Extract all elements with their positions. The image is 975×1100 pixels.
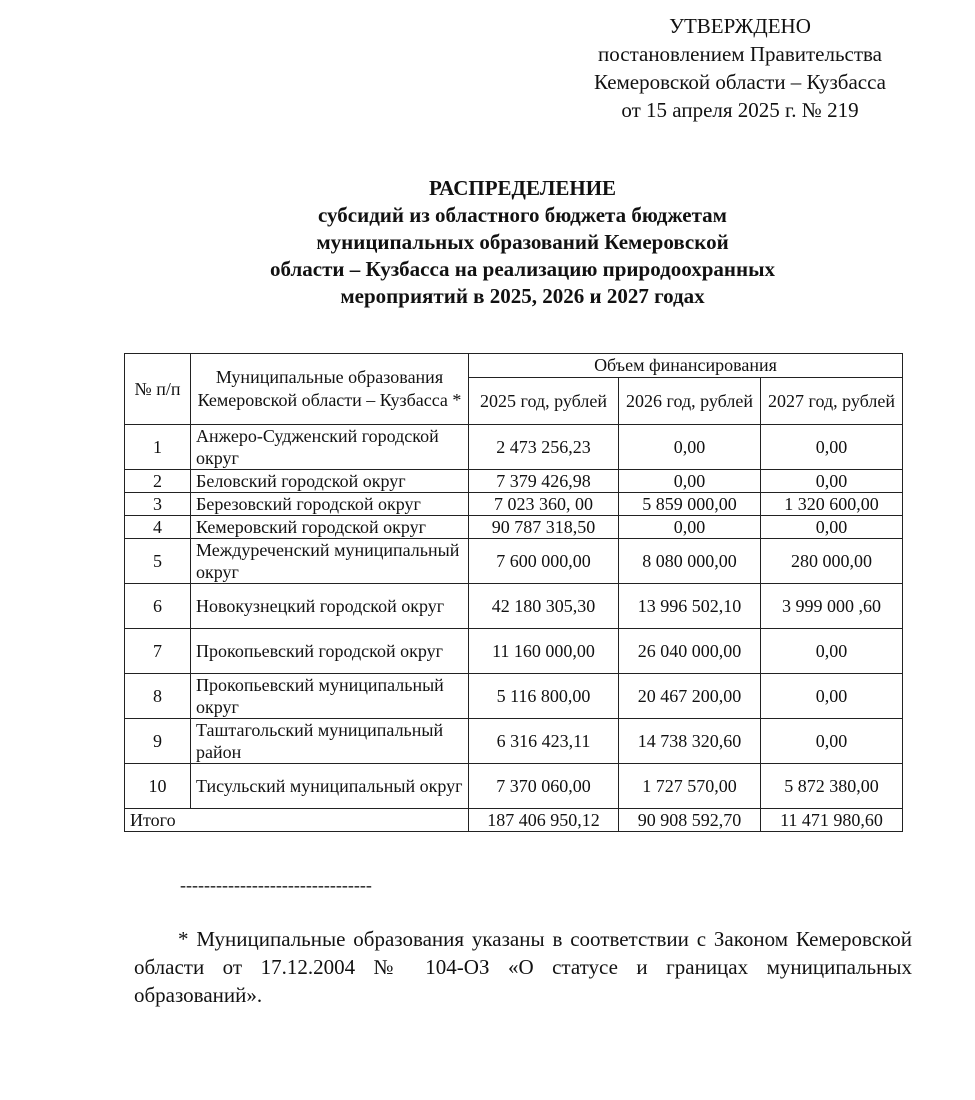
row-2027: 0,00 <box>761 719 903 764</box>
row-2025: 5 116 800,00 <box>469 674 619 719</box>
row-number: 9 <box>125 719 191 764</box>
row-2026: 14 738 320,60 <box>619 719 761 764</box>
row-number: 10 <box>125 764 191 809</box>
table-row <box>125 425 903 470</box>
title-line-2: субсидий из областного бюджета бюджетам <box>318 203 727 227</box>
row-2025: 42 180 305,30 <box>469 584 619 629</box>
header-2027: 2027 год, рублей <box>761 378 903 425</box>
row-2026: 20 467 200,00 <box>619 674 761 719</box>
table-row <box>125 584 903 629</box>
header-municipality: Муниципальные образования Кемеровской области – Кузбасса * <box>191 354 469 425</box>
approval-stamp <box>560 12 920 124</box>
row-municipality: Березовский городской округ <box>191 493 469 516</box>
approval-line-3: Кемеровской области – Кузбасса <box>593 70 887 94</box>
row-2027: 0,00 <box>761 516 903 539</box>
row-2025: 6 316 423,11 <box>469 719 619 764</box>
title-line-5: мероприятий в 2025, 2026 и 2027 годах <box>340 284 705 308</box>
header-2025: 2025 год, рублей <box>469 378 619 425</box>
row-municipality: Новокузнецкий городской округ <box>191 584 469 629</box>
row-2025: 7 379 426,98 <box>469 470 619 493</box>
table-row <box>125 539 903 584</box>
header-funding: Объем финансирования <box>469 354 903 378</box>
title-line-1: РАСПРЕДЕЛЕНИЕ <box>428 176 617 200</box>
row-2027: 0,00 <box>761 674 903 719</box>
total-2027: 11 471 980,60 <box>761 809 903 832</box>
approval-line-2: постановлением Правительства <box>597 42 882 66</box>
title-line-3: муниципальных образований Кемеровской <box>316 230 729 254</box>
row-2025: 90 787 318,50 <box>469 516 619 539</box>
footnote-divider: -------------------------------- <box>180 875 372 895</box>
row-2027: 0,00 <box>761 629 903 674</box>
header-2026: 2026 год, рублей <box>619 378 761 425</box>
row-number: 4 <box>125 516 191 539</box>
row-2025: 11 160 000,00 <box>469 629 619 674</box>
total-label: Итого <box>125 809 469 832</box>
row-municipality: Междуреченский муниципальный округ <box>191 539 469 584</box>
total-row <box>125 809 903 832</box>
row-2025: 7 370 060,00 <box>469 764 619 809</box>
row-2026: 1 727 570,00 <box>619 764 761 809</box>
row-2027: 0,00 <box>761 425 903 470</box>
row-municipality: Кемеровский городской округ <box>191 516 469 539</box>
table-row <box>125 629 903 674</box>
row-municipality: Тисульский муниципальный округ <box>191 764 469 809</box>
approval-line-4: от 15 апреля 2025 г. № 219 <box>621 98 859 122</box>
row-municipality: Прокопьевский городской округ <box>191 629 469 674</box>
table-row <box>125 493 903 516</box>
row-municipality: Таштагольский муниципальный район <box>191 719 469 764</box>
row-2025: 7 023 360, 00 <box>469 493 619 516</box>
header-num: № п/п <box>125 354 191 425</box>
row-2025: 2 473 256,23 <box>469 425 619 470</box>
row-2026: 0,00 <box>619 470 761 493</box>
row-2027: 5 872 380,00 <box>761 764 903 809</box>
approval-line-1: УТВЕРЖДЕНО <box>669 14 811 38</box>
row-2026: 8 080 000,00 <box>619 539 761 584</box>
row-number: 1 <box>125 425 191 470</box>
row-2026: 0,00 <box>619 425 761 470</box>
total-2025: 187 406 950,12 <box>469 809 619 832</box>
row-2026: 13 996 502,10 <box>619 584 761 629</box>
row-municipality: Беловский городской округ <box>191 470 469 493</box>
table-row <box>125 719 903 764</box>
row-municipality: Прокопьевский муниципальный округ <box>191 674 469 719</box>
row-2026: 26 040 000,00 <box>619 629 761 674</box>
row-2025: 7 600 000,00 <box>469 539 619 584</box>
document-title <box>130 175 915 310</box>
row-number: 7 <box>125 629 191 674</box>
total-2026: 90 908 592,70 <box>619 809 761 832</box>
row-2027: 1 320 600,00 <box>761 493 903 516</box>
title-line-4: области – Кузбасса на реализацию природоохранных <box>270 257 775 281</box>
row-2027: 0,00 <box>761 470 903 493</box>
table-row <box>125 764 903 809</box>
row-2026: 5 859 000,00 <box>619 493 761 516</box>
table-row <box>125 470 903 493</box>
table-row <box>125 674 903 719</box>
row-number: 6 <box>125 584 191 629</box>
row-2027: 280 000,00 <box>761 539 903 584</box>
table-row <box>125 516 903 539</box>
footnote: * Муниципальные образования указаны в соответствии с Законом Кемеровской области от 17.12.2004 № 104-ОЗ «О статусе и границах муниципальных образований». <box>134 927 912 1007</box>
row-number: 3 <box>125 493 191 516</box>
row-2027: 3 999 000 ,60 <box>761 584 903 629</box>
row-number: 5 <box>125 539 191 584</box>
row-2026: 0,00 <box>619 516 761 539</box>
row-number: 2 <box>125 470 191 493</box>
row-municipality: Анжеро-Судженский городской округ <box>191 425 469 470</box>
row-number: 8 <box>125 674 191 719</box>
distribution-table <box>124 353 903 832</box>
